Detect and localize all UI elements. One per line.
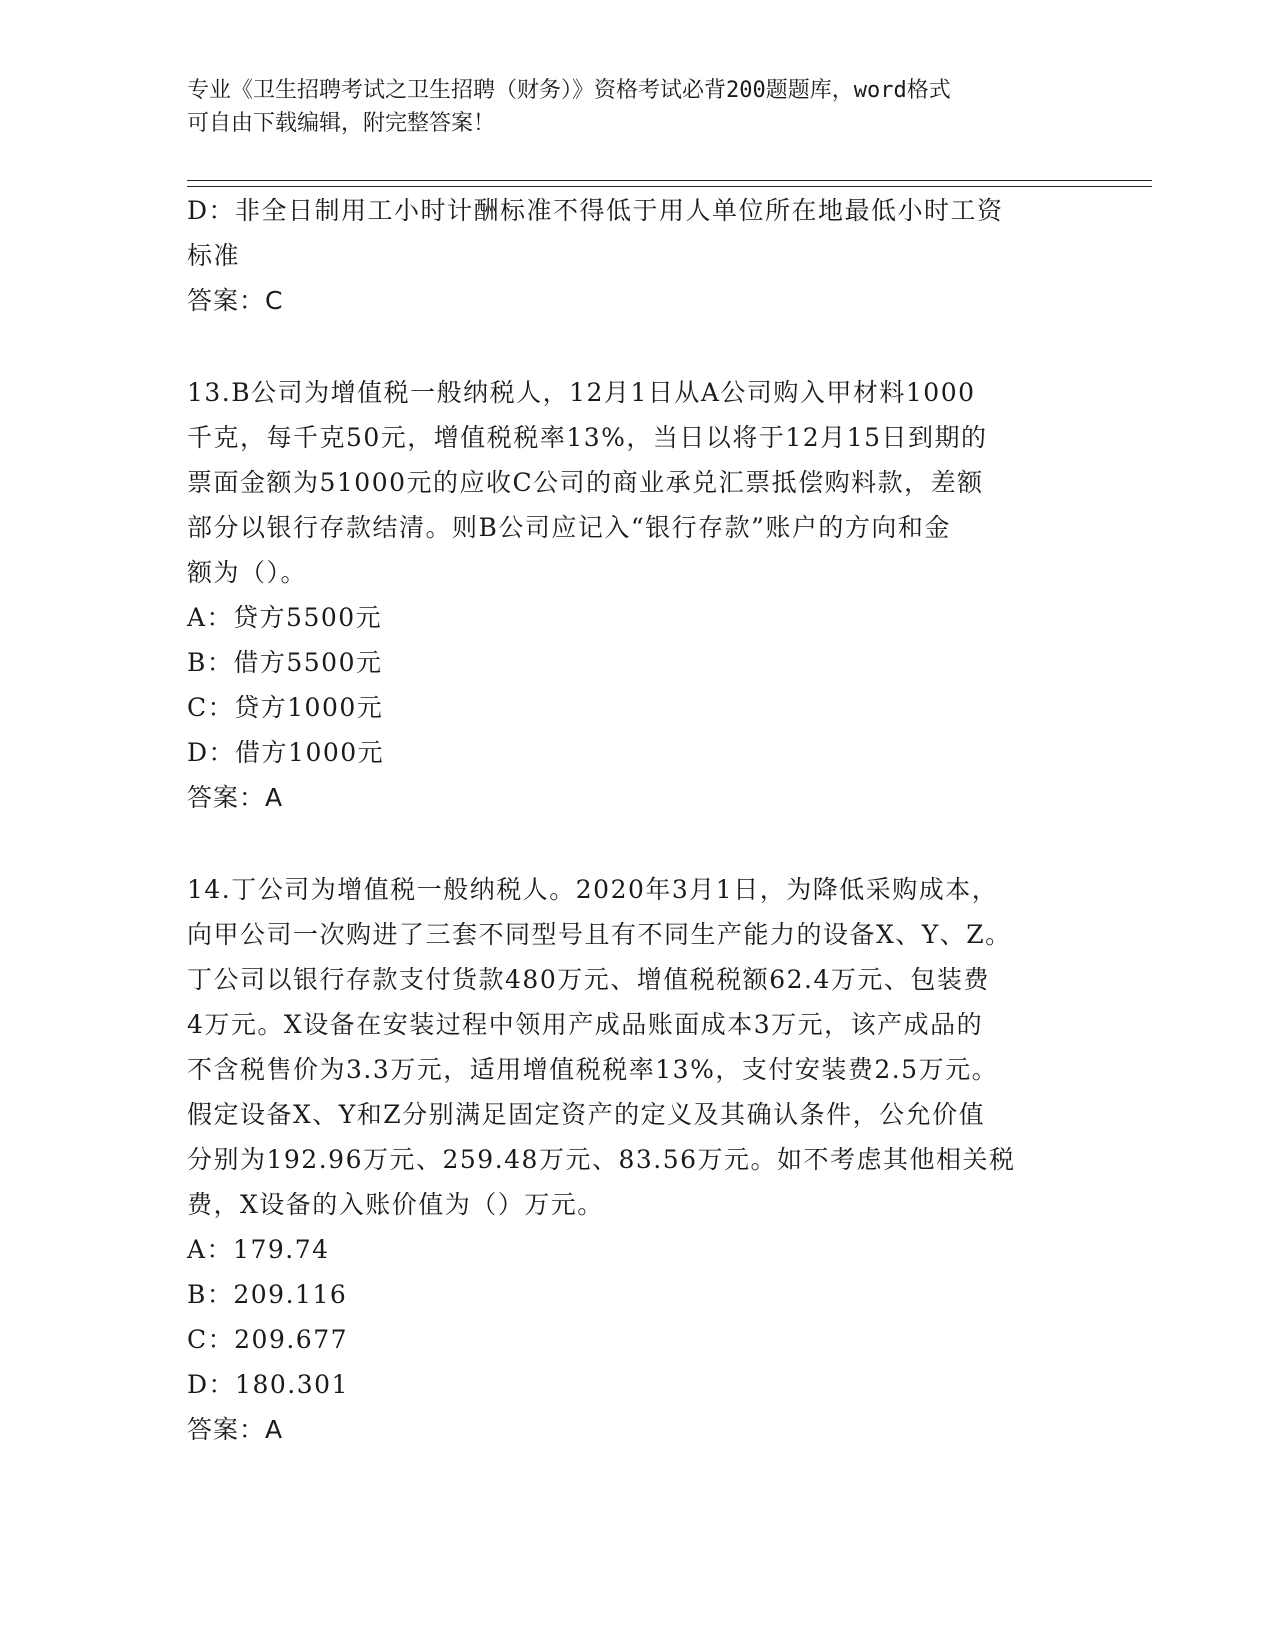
question-stem-line: 票面金额为51000元的应收C公司的商业承兑汇票抵偿购料款，差额 (187, 468, 984, 497)
option-d: D：180.301 (187, 1370, 349, 1399)
option-b: B：借方5500元 (187, 648, 383, 677)
header-divider-top (187, 180, 1152, 181)
question-stem-line: 千克，每千克50元，增值税税率13%，当日以将于12月15日到期的 (187, 423, 988, 452)
option-a: A：179.74 (187, 1235, 330, 1264)
question-stem-line: 部分以银行存款结清。则B公司应记入“银行存款”账户的方向和金 (187, 513, 951, 542)
question-stem-line: 向甲公司一次购进了三套不同型号且有不同生产能力的设备X、Y、Z。 (187, 920, 1012, 949)
answer-line: 答案：A (187, 783, 284, 812)
answer-line: 答案：A (187, 1415, 284, 1444)
option-a: A：贷方5500元 (187, 603, 383, 632)
question-stem-line: 14.丁公司为增值税一般纳税人。2020年3月1日，为降低采购成本， (187, 875, 999, 904)
header-line-2: 可自由下载编辑，附完整答案！ (187, 111, 496, 136)
header-line-1: 专业《卫生招聘考试之卫生招聘（财务）》资格考试必背200题题库，word格式 (187, 78, 951, 103)
question-stem-line: 额为（）。 (187, 558, 308, 587)
question-stem-line: 分别为192.96万元、259.48万元、83.56万元。如不考虑其他相关税 (187, 1145, 1016, 1174)
document-header (187, 74, 1067, 140)
document-body (187, 188, 1067, 1452)
question-stem-line: 13.B公司为增值税一般纳税人，12月1日从A公司购入甲材料1000 (187, 378, 976, 407)
previous-question-tail (187, 188, 1067, 323)
option-b: B：209.116 (187, 1280, 348, 1309)
question-gap (187, 323, 1067, 370)
header-divider-bottom (187, 186, 1152, 187)
answer-line: 答案：C (187, 286, 284, 315)
question-stem-line: 不含税售价为3.3万元，适用增值税税率13%，支付安装费2.5万元。 (187, 1055, 999, 1084)
question-14 (187, 867, 1067, 1452)
question-stem-line: 假定设备X、Y和Z分别满足固定资产的定义及其确认条件，公允价值 (187, 1100, 986, 1129)
option-c: C：贷方1000元 (187, 693, 384, 722)
option-d: D：借方1000元 (187, 738, 385, 767)
question-gap (187, 820, 1067, 867)
question-13 (187, 370, 1067, 820)
option-d: D：非全日制用工小时计酬标准不得低于用人单位所在地最低小时工资 (187, 196, 1004, 225)
option-c: C：209.677 (187, 1325, 349, 1354)
question-stem-line: 费，X设备的入账价值为（）万元。 (187, 1190, 604, 1219)
option-d-continued: 标准 (187, 241, 241, 270)
question-stem-line: 4万元。X设备在安装过程中领用产成品账面成本3万元，该产成品的 (187, 1010, 984, 1039)
question-stem-line: 丁公司以银行存款支付货款480万元、增值税税额62.4万元、包装费 (187, 965, 990, 994)
